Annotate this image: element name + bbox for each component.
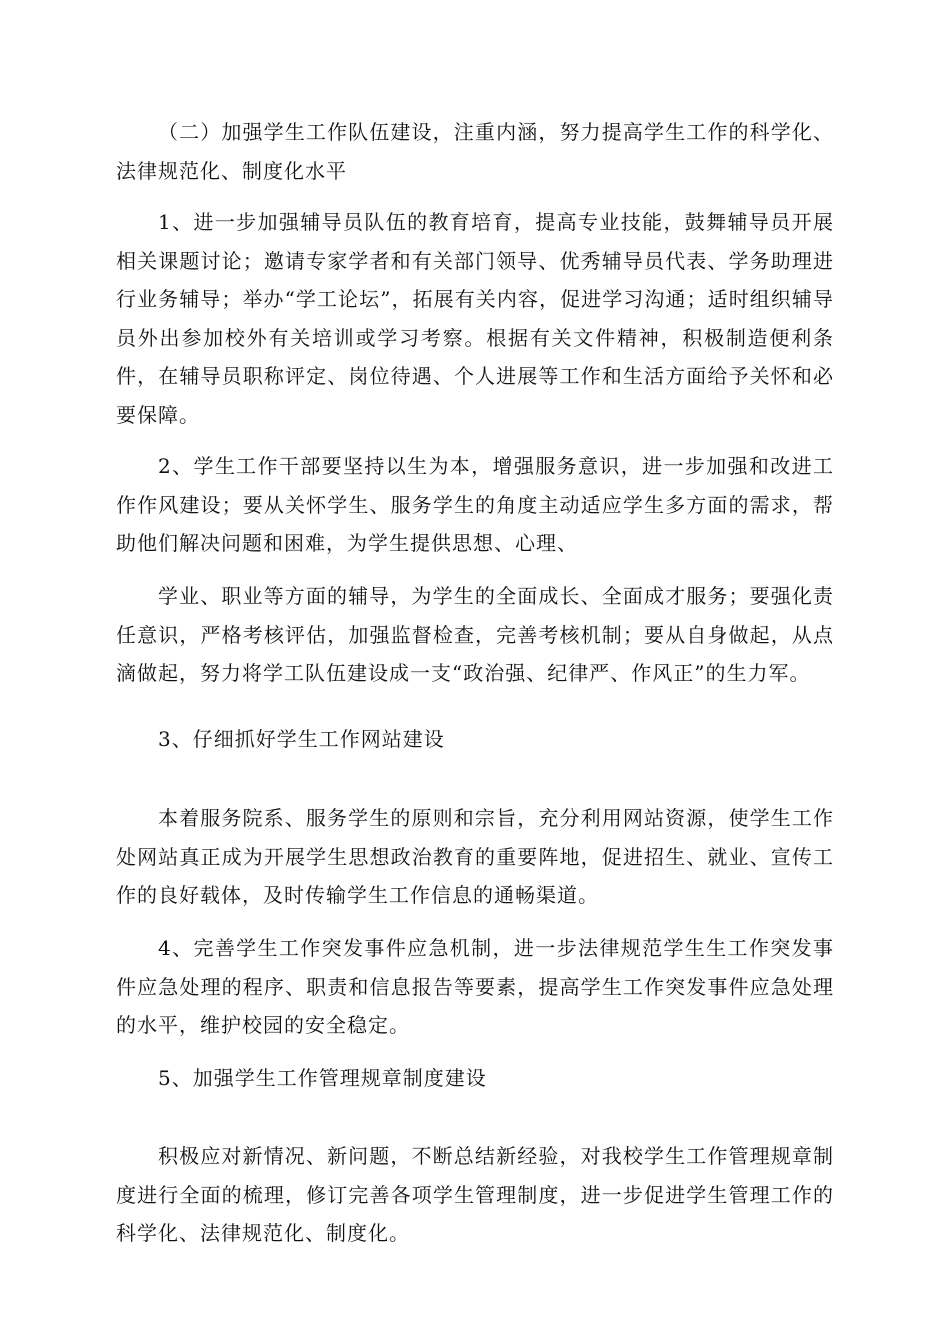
item-5-body-paragraph: 积极应对新情况、新问题，不断总结新经验，对我校学生工作管理规章制度进行全面的梳理，修订完善各项学生管理制度，进一步促进学生管理工作的科学化、法律规范化、制度化。	[116, 1144, 834, 1245]
item-1-paragraph: 1、进一步加强辅导员队伍的教育培育，提高专业技能，鼓舞辅导员开展相关课题讨论；邀请专家学者和有关部门领导、优秀辅导员代表、学务助理进行业务辅导；举办“学工论坛”，拓展有关内容，促进学习沟通；适时组织辅导员外出参加校外有关培训或学习考察。根据有关文件精神，积极制造便利条件，在辅导员职称评定、岗位待遇、个人进展等工作和生活方面给予关怀和必要保障。	[116, 210, 834, 427]
item-5-heading: 5、加强学生工作管理规章制度建设	[158, 1066, 487, 1090]
item-4-paragraph: 4、完善学生工作突发事件应急机制，进一步法律规范学生生工作突发事件应急处理的程序、职责和信息报告等要素，提高学生工作突发事件应急处理的水平，维护校园的安全稳定。	[116, 936, 834, 1037]
item-2-continuation-paragraph: 学业、职业等方面的辅导，为学生的全面成长、全面成才服务；要强化责任意识，严格考核评估，加强监督检查，完善考核机制；要从自身做起，从点滴做起，努力将学工队伍建设成一支“政治强、纪律严、作风正”的生力军。	[116, 584, 834, 685]
section-heading-paragraph: （二）加强学生工作队伍建设，注重内涵，努力提高学生工作的科学化、法律规范化、制度化水平	[116, 120, 834, 183]
item-3-body-paragraph: 本着服务院系、服务学生的原则和宗旨，充分利用网站资源，使学生工作处网站真正成为开展学生思想政治教育的重要阵地，促进招生、就业、宣传工作的良好载体，及时传输学生工作信息的通畅渠道。	[116, 806, 834, 907]
item-2-paragraph: 2、学生工作干部要坚持以生为本，增强服务意识，进一步加强和改进工作作风建设；要从关怀学生、服务学生的角度主动适应学生多方面的需求，帮助他们解决问题和困难，为学生提供思想、心理、	[116, 454, 834, 555]
item-3-heading: 3、仔细抓好学生工作网站建设	[158, 727, 445, 751]
